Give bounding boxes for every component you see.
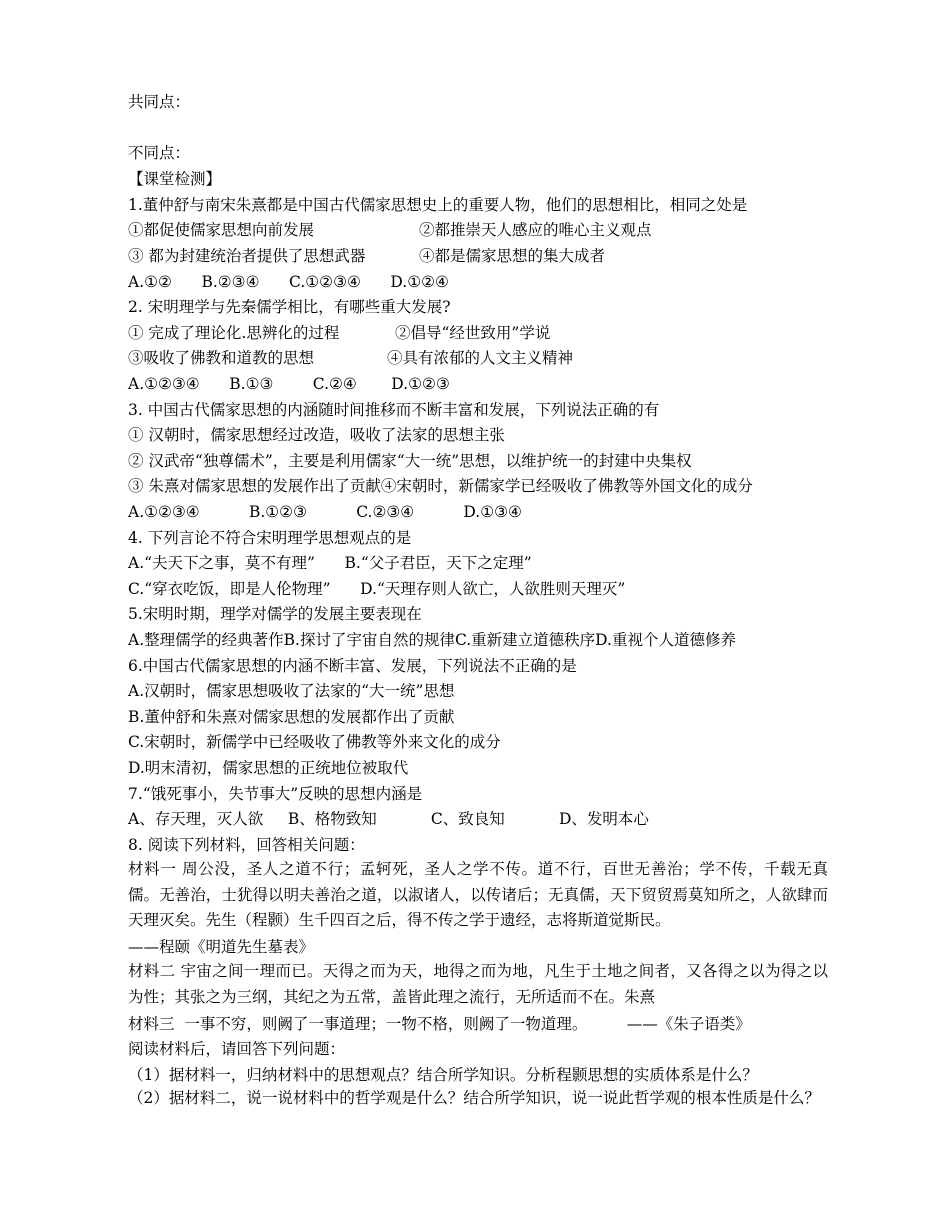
q1-option-3: ③ 都为封建统治者提供了思想武器 (128, 247, 366, 265)
q1-option-2: ②都推崇天人感应的唯心主义观点 (419, 221, 652, 239)
q8-material-2: 材料二 宇宙之间一理而已。天得之而为天，地得之而为地，凡生于土地之间者，又各得之以为得之以为性；其张之为三纲，其纪之为五常，盖皆此理之流行，无所适而不在。朱熹 (128, 962, 828, 1006)
q4-options-ab: A.“夫天下之事，莫不有理” B.“父子君臣，天下之定理” (128, 554, 532, 572)
q2-choices: A.①②③④ B.①③ C.②④ D.①②③ (128, 375, 450, 393)
q2-option-3: ③吸收了佛教和道教的思想 (128, 349, 315, 367)
q6-option-c: C.宋朝时，新儒学中已经吸收了佛教等外来文化的成分 (128, 733, 501, 751)
q8-instruction: 阅读材料后，请回答下列问题： (128, 1040, 346, 1058)
q2-option-2: ②倡导“经世致用”学说 (395, 324, 551, 342)
q8-stem: 8. 阅读下列材料，回答相关问题： (128, 836, 365, 854)
q7-choices: A、存天理，灭人欲 B、格物致知 C、致良知 D、发明本心 (128, 810, 649, 828)
q8-subquestion-2: （2）据材料二，说一说材料中的哲学观是什么？结合所学知识，说一说此哲学观的根本性质是什么？ (128, 1089, 820, 1107)
q3-statement-3: ③ 朱熹对儒家思想的发展作出了贡献④宋朝时，新儒家学已经吸收了佛教等外国文化的成分 (128, 477, 753, 495)
q8-subquestion-1: （1）据材料一，归纳材料中的思想观点？结合所学知识。分析程颢思想的实质体系是什么？ (128, 1066, 758, 1084)
q4-options-cd: C.“穿衣吃饭，即是人伦物理” D.“天理存则人欲亡，人欲胜则天理灭” (128, 580, 626, 598)
q2-option-1: ① 完成了理论化.思辨化的过程 (128, 324, 340, 342)
q8-material-1-source: ——程颐《明道先生墓表》 (128, 938, 315, 956)
q3-choices: A.①②③④ B.①②③ C.②③④ D.①③④ (128, 503, 522, 521)
q3-stem: 3. 中国古代儒家思想的内涵随时间推移而不断丰富和发展，下列说法正确的有 (128, 401, 660, 419)
q1-choices: A.①② B.②③④ C.①②③④ D.①②④ (128, 273, 449, 291)
q6-option-a: A.汉朝时，儒家思想吸收了法家的“大一统”思想 (128, 682, 455, 700)
differences-label: 不同点： (128, 144, 191, 162)
q1-option-4: ④都是儒家思想的集大成者 (419, 247, 606, 265)
q6-option-b: B.董仲舒和朱熹对儒家思想的发展都作出了贡献 (128, 708, 455, 726)
q1-stem: 1.董仲舒与南宋朱熹都是中国古代儒家思想史上的重要人物，他们的思想相比，相同之处是 (128, 196, 748, 214)
q3-statement-2: ② 汉武帝“独尊儒术”，主要是利用儒家“大一统”思想，以维护统一的封建中央集权 (128, 452, 692, 470)
q7-stem: 7.“饿死事小，失节事大”反映的思想内涵是 (128, 785, 423, 803)
q5-stem: 5.宋明时期，理学对儒学的发展主要表现在 (128, 605, 422, 623)
q8-material-1: 材料一 周公没，圣人之道不行；孟轲死，圣人之学不传。道不行，百世无善治；学不传，千载无真儒。无善治，士犹得以明夫善治之道，以淑诸人，以传诸后；无真儒，天下贸贸焉莫知所之，人欲肆而天理灭矣。先生（程颢）生千四百之后，得不传之学于遗经，志将斯道觉斯民。 (128, 860, 828, 930)
q1-option-1: ①都促使儒家思想向前发展 (128, 221, 315, 239)
q3-statement-1: ① 汉朝时，儒家思想经过改造，吸收了法家的思想主张 (128, 426, 505, 444)
similarities-label: 共同点： (128, 93, 191, 111)
q6-option-d: D.明末清初，儒家思想的正统地位被取代 (128, 759, 409, 777)
q2-option-4: ④具有浓郁的人文主义精神 (387, 349, 574, 367)
q2-stem: 2. 宋明理学与先秦儒学相比，有哪些重大发展? (128, 298, 451, 316)
q8-material-3: 材料三 一事不穷，则阙了一事道理；一物不格，则阙了一物道理。 ——《朱子语类》 (128, 1015, 751, 1033)
q5-choices: A.整理儒学的经典著作B.探讨了宇宙自然的规律C.重新建立道德秩序D.重视个人道德修养 (128, 631, 736, 649)
section-title: 【课堂检测】 (128, 170, 222, 188)
q6-stem: 6.中国古代儒家思想的内涵不断丰富、发展，下列说法不正确的是 (128, 657, 577, 675)
q4-stem: 4. 下列言论不符合宋明理学思想观点的是 (128, 529, 412, 547)
